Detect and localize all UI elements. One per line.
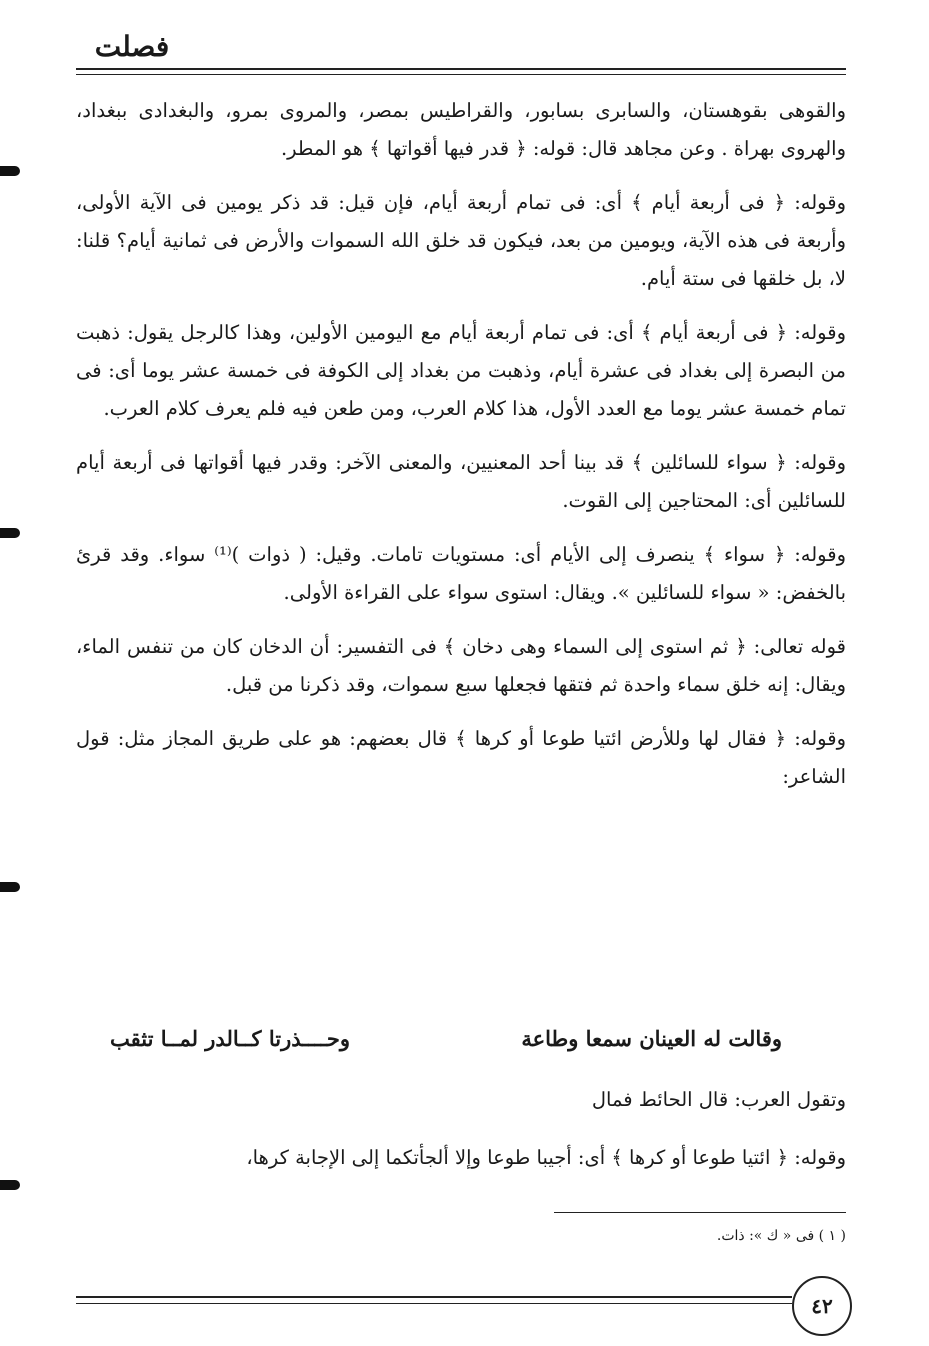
paragraph: وتقول العرب: قال الحائط فمال — [591, 1088, 846, 1111]
surah-header-title: فصلت — [94, 30, 170, 63]
paragraph: وقوله: ﴿ فقال لها وللأرض ائتيا طوعا أو كرها ﴾ قال بعضهم: هو على طريق المجاز مثل: قول الشاعر: — [76, 727, 846, 788]
paragraph: وقوله: ﴿ سواء ﴾ ينصرف إلى الأيام أى: مستويات تامات. وقيل: ( ذوات )⁽¹⁾ سواء. وقد قرئ بالخفض: « سواء للسائلين ». ويقال: استوى سواء على القراءة الأولى. — [76, 543, 846, 604]
paragraph: وقوله: ﴿ ائتيا طوعا أو كرها ﴾ أى: أجيبا طوعا وإلا ألجأتكما إلى الإجابة كرها، — [246, 1146, 846, 1169]
footnote: ( ١ ) فى « ك »: ذات. — [716, 1228, 846, 1244]
page-number — [792, 1276, 852, 1336]
page-number-text: ٤٢ — [811, 1294, 833, 1318]
main-text — [76, 92, 846, 808]
verse-first-hemistich: وقالت له العينان سمعا وطاعة — [521, 1026, 782, 1051]
footer-rule-top — [76, 1296, 792, 1298]
header-rule-top — [76, 68, 846, 70]
paragraph: وقوله: ﴿ فى أربعة أيام ﴾ أى: فى تمام أربعة أيام، فإن قيل: قد ذكر يومين فى الآية الأولى، وأربعة فى هذه الآية، ويومين من بعد، فيكون قد خلق الله السموات والأرض فى ثمانية أيام؟ قلنا: لا، بل خلقها فى ستة أيام. — [76, 191, 846, 290]
footnote-rule — [554, 1212, 846, 1213]
poetry-verse — [76, 1026, 846, 1066]
margin-mark — [0, 166, 20, 176]
header-rule-bottom — [76, 74, 846, 75]
paragraph: وقوله: ﴿ سواء للسائلين ﴾ قد بينا أحد المعنيين، والمعنى الآخر: وقدر فيها أقواتها فى أربعة أيام للسائلين أى: المحتاجين إلى القوت. — [76, 451, 846, 512]
footer-rule-bottom — [76, 1303, 792, 1304]
paragraph: قوله تعالى: ﴿ ثم استوى إلى السماء وهى دخان ﴾ فى التفسير: أن الدخان كان من تنفس الماء، ويقال: إنه خلق سماء واحدة ثم فتقها فجعلها سبع سموات، وقد ذكرنا من قبل. — [76, 635, 846, 696]
paragraph: والقوهى بقوهستان، والسابرى بسابور، والقراطيس بمصر، والمروى بمرو، والبغدادى ببغداد، والهروى بهراة . وعن مجاهد قال: قوله: ﴿ قدر فيها أقواتها ﴾ هو المطر. — [76, 99, 846, 160]
margin-mark — [0, 882, 20, 892]
margin-mark — [0, 528, 20, 538]
verse-second-hemistich: وحــــذرتا كــالدر لمــا تثقب — [110, 1026, 351, 1051]
paragraph: وقوله: ﴿ فى أربعة أيام ﴾ أى: فى تمام أربعة أيام مع اليومين الأولين، وهذا كالرجل يقول: ذهبت من البصرة إلى بغداد فى عشرة أيام، وذهبت من بغداد إلى الكوفة فى خمسة عشر يوما أى: فى تمام خمسة عشر يوما مع العدد الأول، هذا كلام العرب، ومن طعن فيه فلم يعرف كلام العرب. — [76, 321, 846, 420]
margin-mark — [0, 1180, 20, 1190]
